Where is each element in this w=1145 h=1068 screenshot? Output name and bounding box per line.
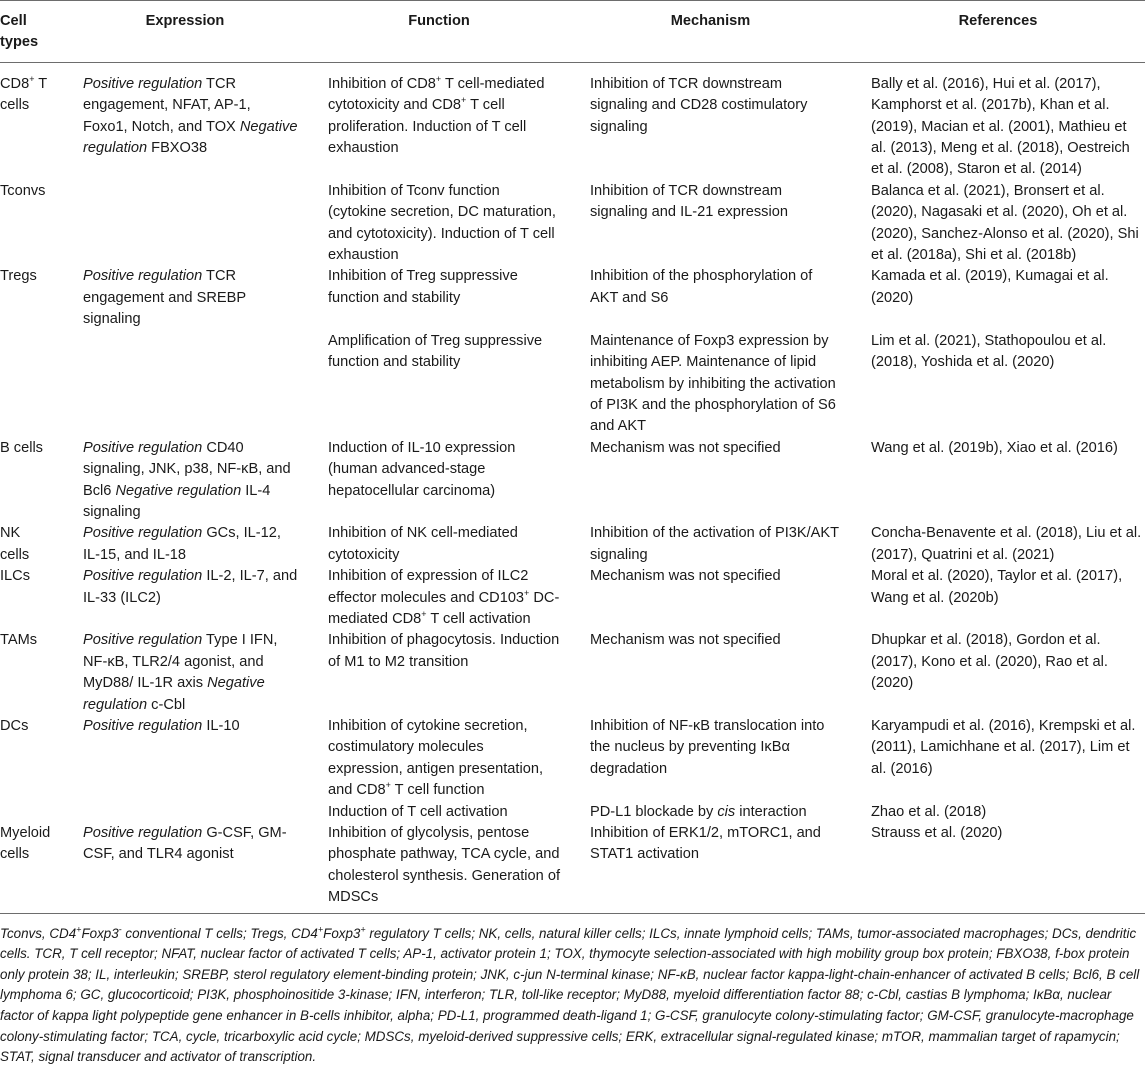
- references-cell: Karyampudi et al. (2016), Krempski et al. (2011), Lamichhane et al. (2017), Lim et al. (2016): [871, 718, 1136, 777]
- text-run: Type I IFN, NF-κB, TLR2/4 agonist, and MyD88/ IL-1R axis: [83, 632, 278, 692]
- function-cell: [308, 823, 570, 913]
- table-row: [0, 630, 1145, 716]
- function-cell: [308, 266, 570, 330]
- text-run: Induction of T cell activation: [328, 803, 508, 820]
- header-row: [0, 1, 1145, 63]
- text-run: Inhibition of cytokine secretion, costimulatory molecules expression, antigen presentation, and CD8: [328, 718, 543, 799]
- text-run: T cell activation: [426, 610, 531, 627]
- table-row: [0, 523, 1145, 566]
- references-cell: Wang et al. (2019b), Xiao et al. (2016): [871, 439, 1118, 456]
- text-run: B cells: [0, 439, 43, 456]
- mechanism-cell: Maintenance of Foxp3 expression by inhibiting AEP. Maintenance of lipid metabolism by inhibiting the activation of PI3K and the phosphorylation of S6 and AKT: [590, 332, 836, 435]
- italic-run: Positive regulation: [83, 632, 203, 649]
- text-run: Tregs: [0, 268, 37, 285]
- superscript: +: [385, 780, 391, 791]
- mechanism-cell: Inhibition of TCR downstream signaling and CD28 costimulatory signaling: [590, 75, 808, 135]
- mechanism-cell: Inhibition of NF-κB translocation into the nucleus by preventing IκBα degradation: [590, 718, 825, 777]
- references-cell: Lim et al. (2021), Stathopoulou et al. (2018), Yoshida et al. (2020): [871, 332, 1107, 371]
- expression-cell: [62, 181, 308, 267]
- function-cell: [308, 716, 570, 802]
- references-cell: Dhupkar et al. (2018), Gordon et al. (2017), Kono et al. (2020), Rao et al. (2020): [871, 632, 1108, 692]
- text-run: TCR engagement, NFAT, AP-1, Foxo1, Notch, and TOX: [83, 75, 251, 135]
- superscript: -: [118, 924, 122, 935]
- function-cell: [308, 181, 570, 267]
- mechanism-cell: Mechanism was not specified: [590, 439, 781, 456]
- cell-type: [0, 181, 62, 267]
- header-function: Function: [308, 1, 570, 63]
- cell-type: [0, 523, 62, 566]
- italic-run: Positive regulation: [83, 268, 203, 285]
- text-run: Inhibition of NK cell-mediated cytotoxicity: [328, 525, 518, 563]
- superscript: +: [317, 924, 324, 935]
- text-run: PD-L1 blockade by: [590, 803, 718, 820]
- superscript: +: [524, 587, 530, 598]
- text-run: Inhibition of CD8: [328, 75, 436, 92]
- function-cell: [308, 438, 570, 524]
- mechanism-cell: Inhibition of the phosphorylation of AKT and S6: [590, 268, 813, 306]
- cell-type: [0, 566, 62, 630]
- references-cell: Zhao et al. (2018): [871, 803, 987, 820]
- function-cell: [308, 630, 570, 716]
- text-run: Inhibition of phagocytosis. Induction of M1 to M2 transition: [328, 632, 560, 670]
- mechanism-cell: Mechanism was not specified: [590, 568, 781, 585]
- italic-run: Positive regulation: [83, 525, 203, 542]
- cell-type: [0, 716, 62, 802]
- expression-cell: [62, 802, 308, 823]
- references-cell: Moral et al. (2020), Taylor et al. (2017), Wang et al. (2020b): [871, 568, 1123, 606]
- text-run: IL-10: [202, 718, 240, 734]
- text-run: Inhibition of expression of ILC2 effector molecules and CD103: [328, 568, 529, 606]
- mechanism-cell: [570, 802, 851, 823]
- superscript: +: [360, 924, 366, 935]
- table-row: [0, 823, 1145, 913]
- header-expression: Expression: [62, 1, 308, 63]
- text-run: c-Cbl: [147, 696, 186, 713]
- italic-run: Positive regulation: [83, 568, 203, 585]
- references-cell: Strauss et al. (2020): [851, 823, 1145, 913]
- expression-cell: [62, 566, 308, 630]
- expression-cell: [62, 266, 308, 330]
- function-cell: [308, 802, 570, 823]
- expression-cell: [62, 438, 308, 524]
- mechanism-cell: Mechanism was not specified: [590, 632, 781, 649]
- text-run: Foxp3: [323, 925, 361, 941]
- italic-run: Negative regulation: [83, 118, 298, 157]
- expression-cell: [62, 716, 308, 802]
- expression-cell: [62, 331, 308, 438]
- cell-type: [0, 62, 62, 181]
- text-run: G-CSF, GM-CSF, and TLR4 agonist: [83, 825, 287, 863]
- italic-run: Negative regulation: [83, 675, 265, 713]
- table-row: [0, 716, 1145, 802]
- italic-run: Positive regulation: [83, 718, 203, 734]
- text-run: Inhibition of Tconv function (cytokine secretion, DC maturation, and cytotoxicity). Induction of T cell exhaustion: [328, 182, 556, 264]
- text-run: TAMs: [0, 632, 38, 649]
- function-cell: [308, 62, 570, 181]
- text-run: T cell proliferation. Induction of T cell exhaustion: [328, 97, 527, 157]
- text-run: Foxp3: [81, 925, 119, 941]
- references-cell: Concha-Benavente et al. (2018), Liu et al. (2017), Quatrini et al. (2021): [871, 525, 1142, 563]
- header-mechanism: Mechanism: [570, 1, 851, 63]
- text-run: DC-mediated CD8: [328, 589, 560, 627]
- italic-run: Positive regulation: [83, 75, 203, 92]
- text-run: Inhibition of glycolysis, pentose phosphate pathway, TCA cycle, and cholesterol synthesis. Generation of MDSCs: [328, 825, 561, 906]
- function-cell: [308, 331, 570, 438]
- table-row: [0, 438, 1145, 524]
- table-row: [0, 802, 1145, 823]
- references-cell: Bally et al. (2016), Hui et al. (2017), Kamphorst et al. (2017b), Khan et al. (2019), Macian et al. (2001), Mathieu et al. (2013), Meng et al. (2018), Oestreich et al. (2008), Staron et al. (2014): [871, 75, 1130, 178]
- function-cell: [308, 566, 570, 630]
- text-run: interaction: [735, 803, 807, 820]
- text-run: FBXO38: [147, 140, 208, 157]
- text-run: Myeloid cells: [0, 825, 51, 863]
- superscript: +: [435, 73, 442, 84]
- italic-run: Negative regulation: [115, 482, 242, 499]
- mechanism-cell: Inhibition of ERK1/2, mTORC1, and STAT1 activation: [570, 823, 851, 913]
- text-run: Amplification of Treg suppressive function and stability: [328, 332, 543, 371]
- header-references: References: [851, 1, 1145, 63]
- text-run: T cells: [0, 75, 47, 114]
- cell-type: [0, 438, 62, 524]
- cell-type: [0, 266, 62, 330]
- table-footnote: [0, 914, 1145, 1068]
- table-body: [0, 62, 1145, 913]
- text-run: conventional T cells; Tregs, CD4: [121, 925, 318, 941]
- table-row: [0, 62, 1145, 181]
- superscript: +: [76, 924, 82, 935]
- references-cell: Balanca et al. (2021), Bronsert et al. (2020), Nagasaki et al. (2020), Oh et al. (2020), Sanchez-Alonso et al. (2020), Shi et al. (2018a), Shi et al. (2018b): [871, 182, 1139, 264]
- text-run: GCs, IL-12, IL-15, and IL-18: [83, 525, 281, 563]
- expression-cell: [62, 62, 308, 181]
- text-run: IL-4 signaling: [83, 482, 271, 520]
- table-row: [0, 331, 1145, 438]
- text-run: Induction of IL-10 expression (human advanced-stage hepatocellular carcinoma): [328, 439, 516, 499]
- table-row: [0, 566, 1145, 630]
- text-run: T cell-mediated cytotoxicity and CD8: [328, 75, 545, 114]
- function-cell: [308, 523, 570, 566]
- mechanism-cell: Inhibition of TCR downstream signaling and IL-21 expression: [590, 182, 788, 221]
- superscript: +: [421, 609, 427, 620]
- text-run: ILCs: [0, 568, 31, 585]
- cell-type: [0, 802, 62, 823]
- table-row: [0, 181, 1145, 267]
- text-run: CD40 signaling, JNK, p38, NF-κB, and Bcl6: [83, 439, 291, 499]
- text-run: CD8: [0, 75, 30, 92]
- cell-type: [0, 630, 62, 716]
- text-run: T cell function: [390, 782, 485, 799]
- italic-run: Positive regulation: [83, 825, 203, 842]
- text-run: IL-2, IL-7, and IL-33 (ILC2): [83, 568, 298, 606]
- header-cell-types: Cell types: [0, 1, 62, 63]
- superscript: +: [29, 73, 35, 84]
- expression-cell: [62, 630, 308, 716]
- italic-run: Positive regulation: [83, 439, 203, 456]
- mechanism-cell: Inhibition of the activation of PI3K/AKT signaling: [590, 525, 839, 563]
- italic-run: cis: [717, 803, 736, 820]
- superscript: +: [461, 95, 467, 106]
- text-run: TCR engagement and SREBP signaling: [83, 268, 246, 328]
- expression-cell: [62, 823, 308, 913]
- text-run: Tconvs, CD4: [0, 925, 77, 941]
- table-row: [0, 266, 1145, 330]
- text-run: Inhibition of Treg suppressive function and stability: [328, 268, 518, 306]
- text-run: DCs: [0, 718, 29, 734]
- expression-cell: [62, 523, 308, 566]
- cell-type: [0, 331, 62, 438]
- text-run: NK cells: [0, 525, 30, 563]
- references-cell: Kamada et al. (2019), Kumagai et al. (2020): [871, 268, 1109, 306]
- text-run: Tconvs: [0, 182, 46, 199]
- cell-type: [0, 823, 62, 913]
- text-run: regulatory T cells; NK, cells, natural killer cells; ILCs, innate lymphoid cells; TAMs, tumor-associated macrophages; DCs, dendritic cells. TCR, T cell receptor; NFAT, nuclear factor of activated T cells; AP-1, activator protein 1; TOX, thymocyte selection-associated with high mobility group box protein; FBXO38, f-box protein only protein 38; IL, interleukin; SREBP, sterol regulatory element-binding protein; JNK, c-jun N-terminal kinase; NF-κB, nuclear factor kappa-light-chain-enhancer of activated B cells; Bcl6, B cell lymphoma 6; GC, glucocorticoid; PI3K, phosphoinositide 3-kinase; IFN, interferon; TLR, toll-like receptor; MyD88, myeloid differentiation factor 88; c-Cbl, castias B lymphoma; IκBα, nuclear factor of kappa light polypeptide gene enhancer in B-cells inhibitor, alpha; PD-L1, programmed death-ligand 1; G-CSF, granulocyte colony-stimulating factor; GM-CSF, granulocyte-macrophage colony-stimulating factor; TCA, cycle, tricarboxylic acid cycle; MDSCs, myeloid-derived suppressive cells; ERK, extracellular signal-regulated kinase; mTOR, mammalian target of rapamycin; STAT, signal transducer and activator of transcription.: [0, 925, 1140, 1065]
